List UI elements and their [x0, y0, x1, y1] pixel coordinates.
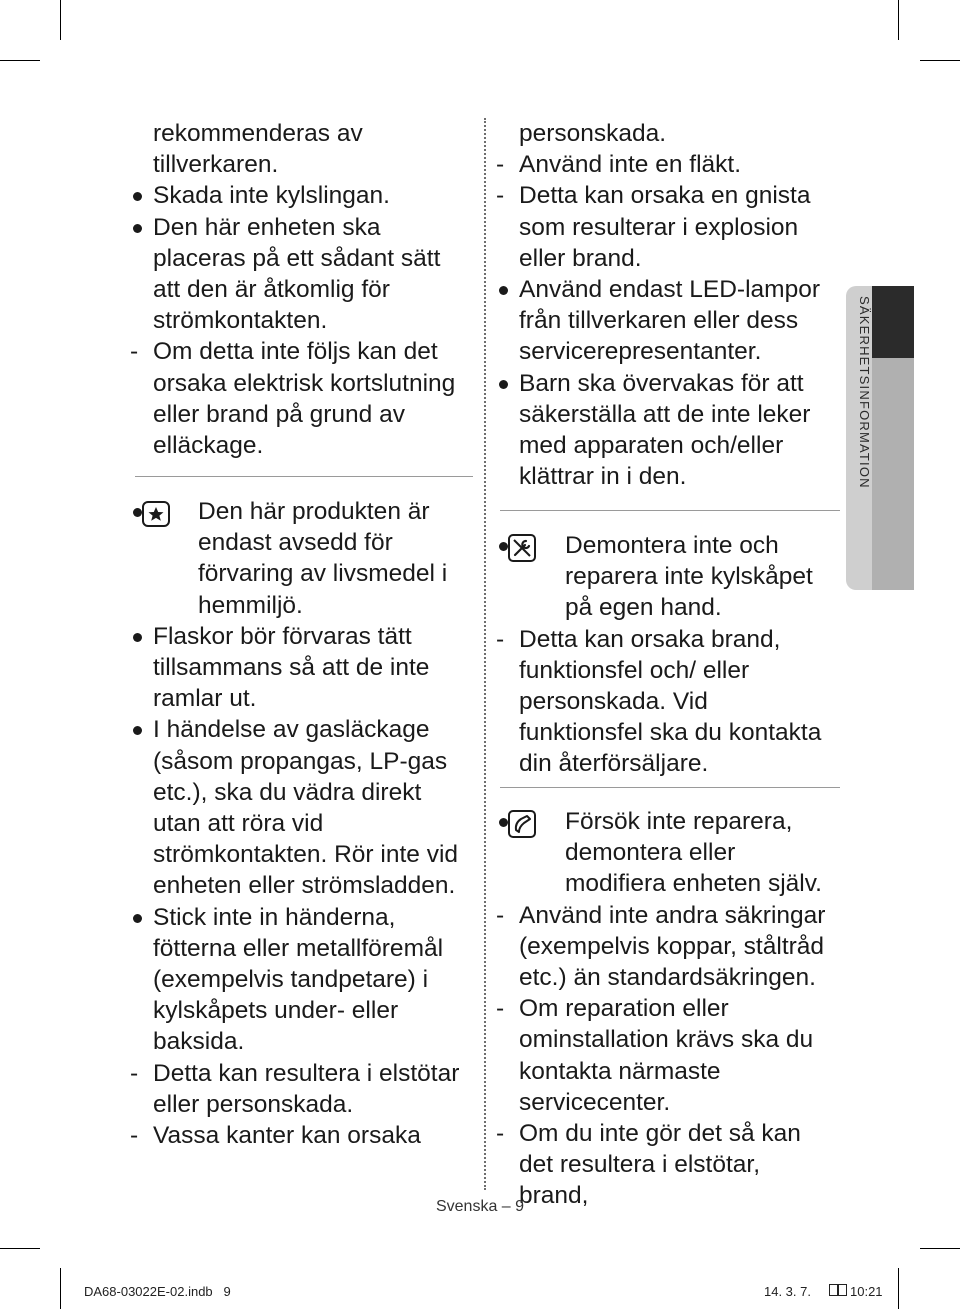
- crop-mark: [920, 60, 960, 61]
- list-item: - Använd inte andra säkringar (exempelvis koppar, ståltråd etc.) än standardsäkringen.: [519, 900, 834, 994]
- slug-time: 10:21: [850, 1284, 883, 1299]
- list-item: Skada inte kylslingan.: [153, 180, 468, 211]
- list-item: Demontera inte och reparera inte kylskåpet på egen hand.: [519, 530, 834, 624]
- right-column-top: [519, 118, 834, 492]
- list-item: - Om du inte gör det så kan det resultera i elstötar, brand,: [519, 1118, 834, 1212]
- clock-icon: [829, 1284, 847, 1299]
- section-tab-marker: [872, 286, 914, 358]
- left-column-notes: [153, 496, 468, 1151]
- list-item: I händelse av gasläckage (såsom propangas, LP-gas etc.), ska du vädra direkt utan att röra vid strömkontakten. Rör inte vid enheten eller strömsladden.: [153, 714, 468, 901]
- list-item: - Om reparation eller ominstallation krävs ska du kontakta närmaste servicecenter.: [519, 993, 834, 1118]
- list-item: - Använd inte en fläkt.: [519, 149, 834, 180]
- crop-mark: [920, 1248, 960, 1249]
- slug-date: 14. 3. 7.: [764, 1284, 811, 1299]
- list-item: Den här produkten är endast avsedd för förvaring av livsmedel i hemmiljö.: [153, 496, 468, 621]
- list-item: - Detta kan orsaka en gnista som resulterar i explosion eller brand.: [519, 180, 834, 274]
- right-column-contact: [519, 806, 834, 1212]
- crop-mark: [898, 0, 899, 40]
- list-item: Den här enheten ska placeras på ett sådant sätt att den är åtkomlig för strömkontakten.: [153, 212, 468, 337]
- list-item: personskada.: [519, 120, 667, 147]
- list-item: Barn ska övervakas för att säkerställa att de inte leker med apparaten och/eller klättrar in i den.: [519, 368, 834, 493]
- list-item: Använd endast LED-lampor från tillverkaren eller dess servicerepresentanter.: [519, 274, 834, 368]
- right-column-repair: [519, 530, 834, 780]
- list-item: Försök inte reparera, demontera eller modifiera enheten själv.: [519, 806, 834, 900]
- crop-mark: [0, 1248, 40, 1249]
- crop-mark: [60, 1268, 61, 1309]
- section-tab-band: [872, 358, 914, 590]
- section-divider: [135, 476, 473, 477]
- slug-file: DA68-03022E-02.indb 9: [84, 1284, 231, 1299]
- section-divider: [500, 787, 840, 788]
- crop-mark: [0, 60, 40, 61]
- page-number: Svenska – 9: [435, 1198, 525, 1215]
- list-item: - Om detta inte följs kan det orsaka elektrisk kortslutning eller brand på grund av elläckage.: [153, 336, 468, 461]
- section-tab-label: SÄKERHETSINFORMATION: [857, 296, 872, 489]
- list-item: Stick inte in händerna, fötterna eller metallföremål (exempelvis tandpetare) i kylskåpets under- eller baksida.: [153, 902, 468, 1058]
- list-item: - Vassa kanter kan orsaka: [153, 1120, 468, 1151]
- left-column-top: [153, 118, 468, 461]
- list-item: rekommenderas av tillverkaren.: [153, 120, 363, 179]
- list-item: - Detta kan resultera i elstötar eller personskada.: [153, 1058, 468, 1120]
- crop-mark: [898, 1268, 899, 1309]
- column-separator: [484, 118, 486, 1190]
- list-item: - Detta kan orsaka brand, funktionsfel och/ eller personskada. Vid funktionsfel ska du kontakta din återförsäljare.: [519, 624, 834, 780]
- list-item: Flaskor bör förvaras tätt tillsammans så att de inte ramlar ut.: [153, 621, 468, 715]
- section-divider: [500, 510, 840, 511]
- crop-mark: [60, 0, 61, 40]
